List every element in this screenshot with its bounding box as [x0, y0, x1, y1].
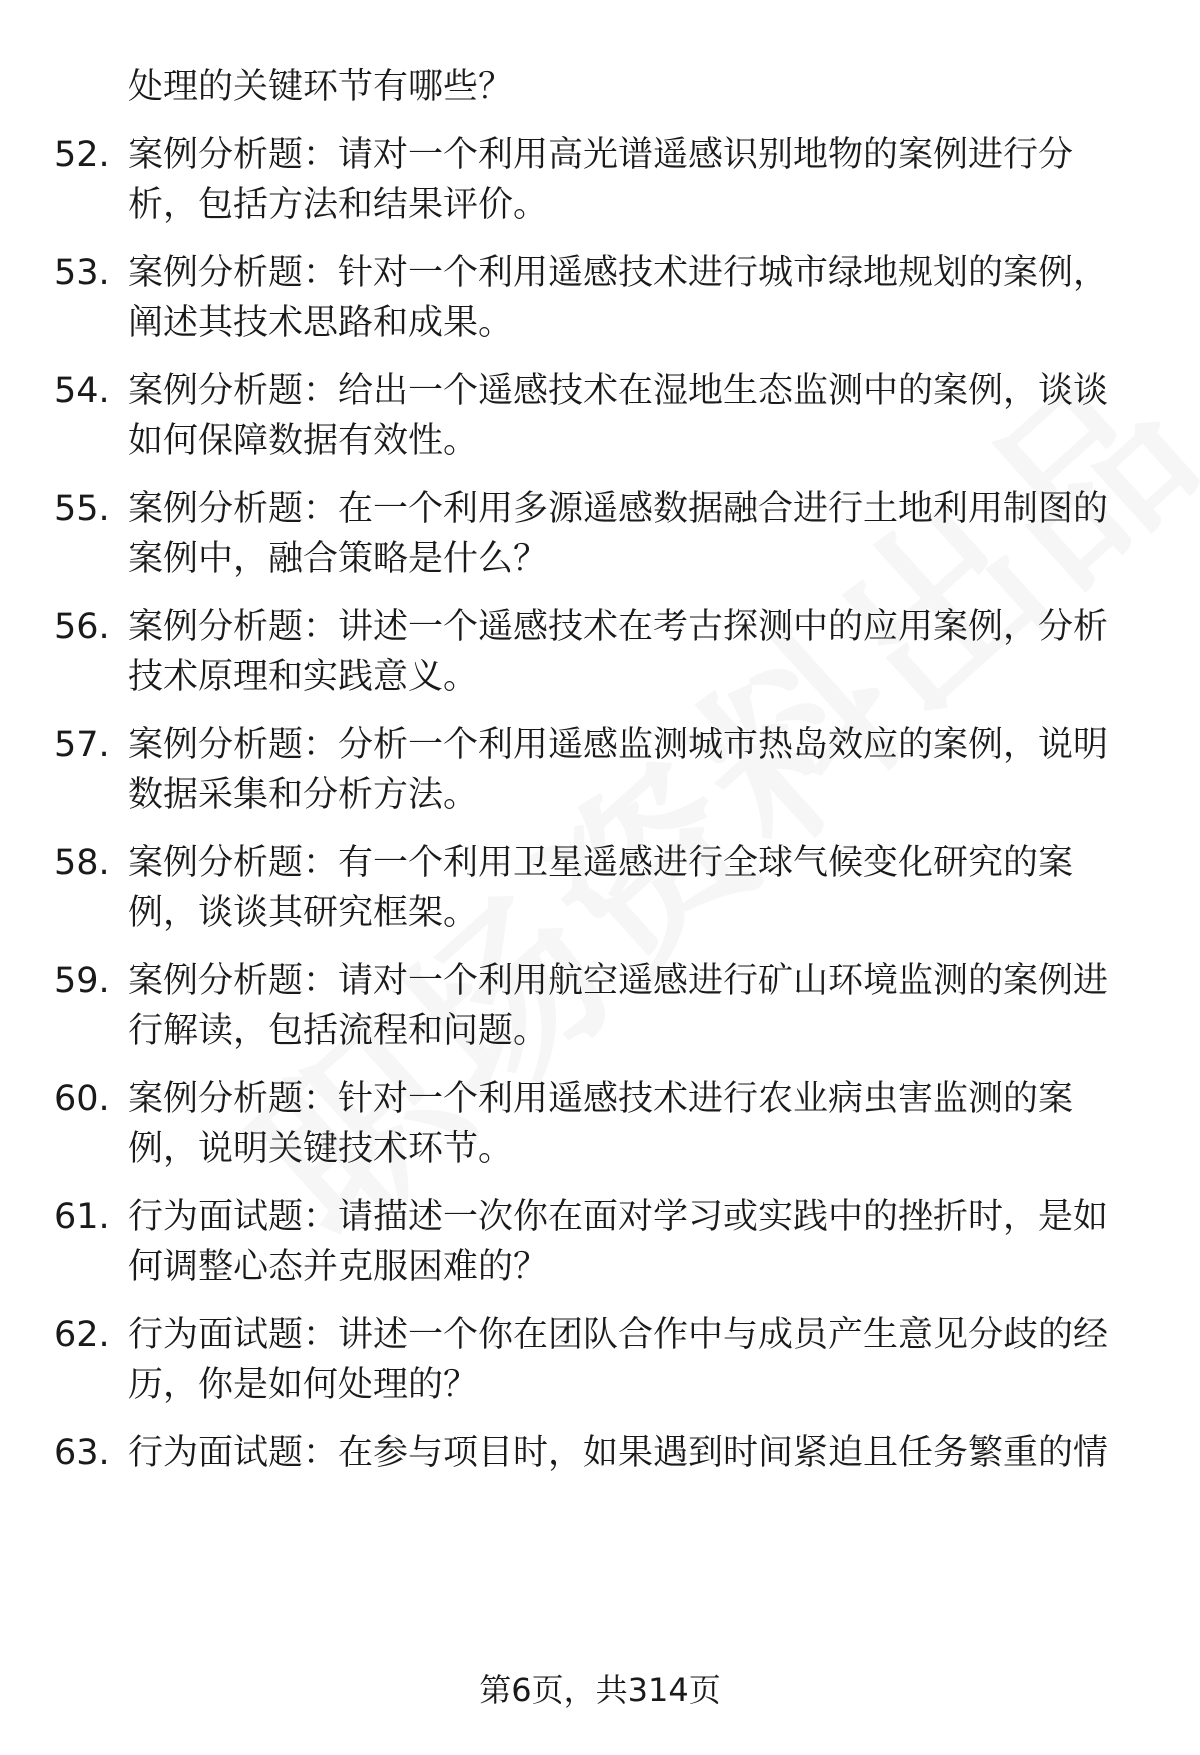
question-number: 59.: [54, 961, 110, 1001]
page-footer: 第6页，共314页: [479, 1671, 721, 1709]
question-number: 61.: [54, 1197, 110, 1237]
question-number: 52.: [54, 135, 110, 175]
question-number: 56.: [54, 607, 110, 647]
question-text: 案例分析题：在一个利用多源遥感数据融合进行土地利用制图的案例中，融合策略是什么？: [128, 489, 1109, 579]
question-text: 案例分析题：针对一个利用遥感技术进行城市绿地规划的案例，阐述其技术思路和成果。: [128, 253, 1109, 343]
question-number: 58.: [54, 843, 110, 883]
continued-question-text: 处理的关键环节有哪些？: [128, 67, 514, 107]
question-number: 57.: [54, 725, 110, 765]
question-number: 53.: [54, 253, 110, 293]
question-text: 案例分析题：请对一个利用航空遥感进行矿山环境监测的案例进行解读，包括流程和问题。: [128, 961, 1109, 1051]
question-number: 55.: [54, 489, 110, 529]
question-text: 案例分析题：针对一个利用遥感技术进行农业病虫害监测的案例，说明关键技术环节。: [128, 1079, 1074, 1169]
question-text: 案例分析题：分析一个利用遥感监测城市热岛效应的案例，说明数据采集和分析方法。: [128, 725, 1109, 815]
question-text: 案例分析题：请对一个利用高光谱遥感识别地物的案例进行分析，包括方法和结果评价。: [128, 135, 1074, 225]
question-text: 案例分析题：有一个利用卫星遥感进行全球气候变化研究的案例，谈谈其研究框架。: [128, 843, 1074, 933]
question-number: 54.: [54, 371, 110, 411]
question-text: 案例分析题：给出一个遥感技术在湿地生态监测中的案例，谈谈如何保障数据有效性。: [128, 371, 1109, 461]
question-text: 行为面试题：请描述一次你在面对学习或实践中的挫折时，是如何调整心态并克服困难的？: [128, 1197, 1109, 1287]
question-text: 行为面试题：讲述一个你在团队合作中与成员产生意见分歧的经历，你是如何处理的？: [128, 1315, 1109, 1405]
question-text: 案例分析题：讲述一个遥感技术在考古探测中的应用案例，分析技术原理和实践意义。: [128, 607, 1109, 697]
question-text: 行为面试题：在参与项目时，如果遇到时间紧迫且任务繁重的情: [128, 1433, 1109, 1473]
question-number: 62.: [54, 1315, 110, 1355]
question-number: 60.: [54, 1079, 110, 1119]
question-number: 63.: [54, 1433, 110, 1473]
